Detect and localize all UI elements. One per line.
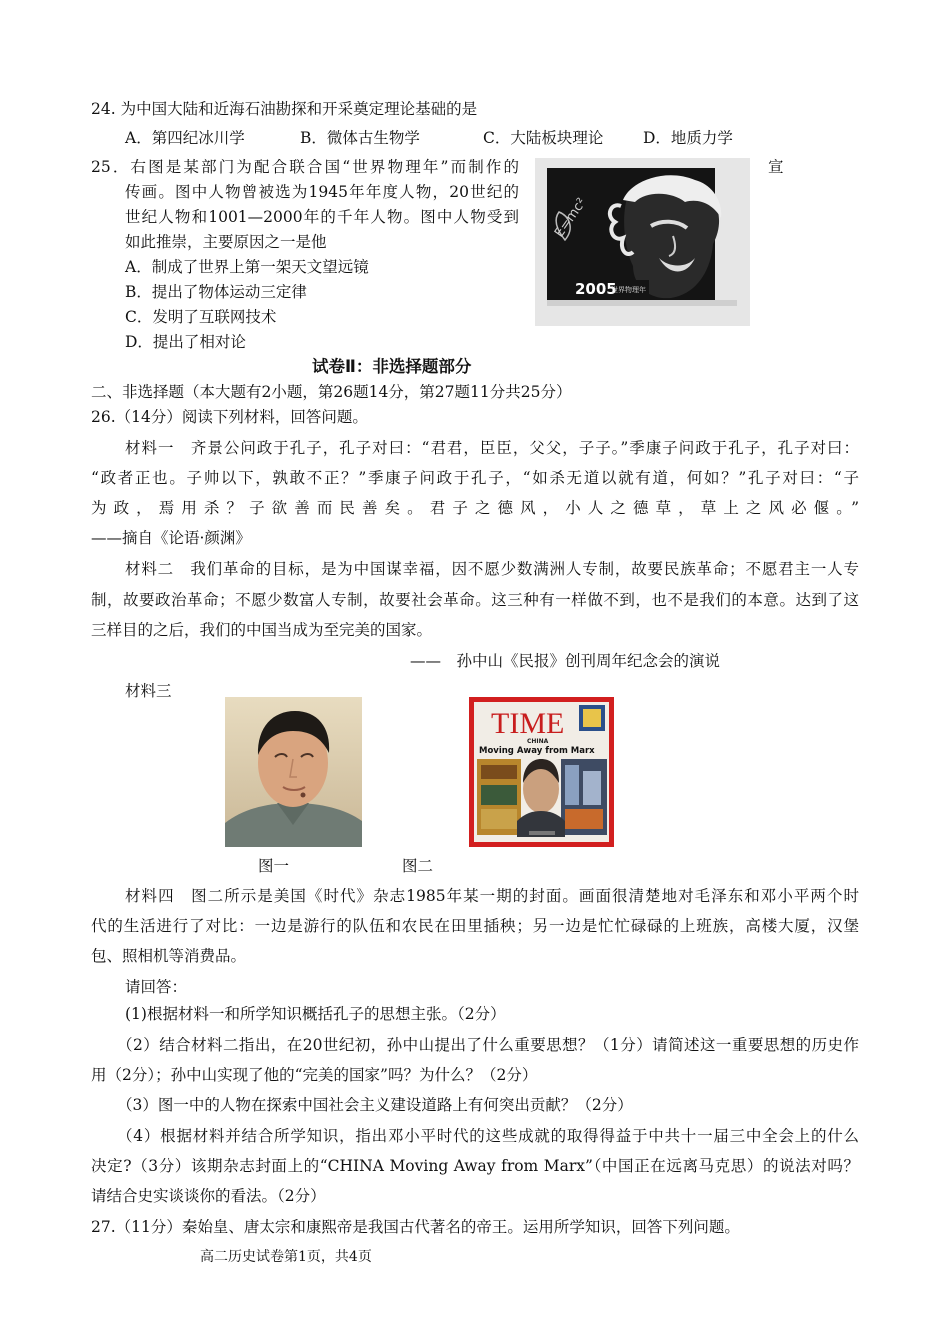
q24-option-c: C．大陆板块理论: [483, 129, 604, 147]
q26-question-4-line1: （4）根据材料并结合所学知识，指出邓小平时代的这些成就的取得得益于中共十一届三中全会上的什么: [117, 1127, 859, 1145]
q25-option-c: C．发明了互联网技术: [125, 308, 277, 326]
q26-question-2-line2: 用（2分）；孙中山实现了他的“完美的国家”吗？为什么？（2分）: [91, 1066, 538, 1084]
q26-question-4-line2: 决定?（3分）该期杂志封面上的“CHINA Moving Away from Marx”（中国正在远离马克思）的说法对吗？: [91, 1157, 859, 1175]
q25-option-b: B．提出了物体运动三定律: [125, 283, 307, 301]
part2-title: 试卷Ⅱ：非选择题部分: [312, 357, 472, 376]
q26-material3-label: 材料三: [125, 682, 172, 700]
q27-header: 27.（11分）秦始皇、唐太宗和康熙帝是我国古代著名的帝王。运用所学知识，回答下列问题。: [91, 1218, 740, 1236]
q26-material4-line2: 代的生活进行了对比：一边是游行的队伍和农民在田里插秧；另一边是忙忙碌碌的上班族，高楼大厦，汉堡: [91, 917, 859, 935]
q26-ask: 请回答：: [125, 978, 188, 996]
q25-line-3: 世纪人物和1001—2000年的千年人物。图中人物受到: [125, 208, 519, 226]
q26-question-2-line1: （2）结合材料二指出，在20世纪初，孙中山提出了什么重要思想？（1分）请简述这一重要思想的历史作: [117, 1036, 859, 1054]
poster-formula: E=mc²: [551, 195, 590, 241]
q26-material2-line3: 三样目的之后，我们的中国当成为至完美的国家。: [91, 621, 433, 639]
part2-intro: 二、非选择题（本大题有2小题，第26题14分，第27题11分共25分）: [91, 383, 572, 401]
figure1-portrait-image: [225, 697, 362, 847]
q26-material1-source: ——摘自《论语·颜渊》: [91, 529, 251, 547]
q24-option-d: D．地质力学: [643, 129, 733, 147]
q26-material1-line3: 为政，焉用杀？子欲善而民善矣。君子之德风，小人之德草，草上之风必偃。”: [91, 499, 859, 517]
einstein-poster-image: [535, 158, 750, 326]
q25-option-d: D．提出了相对论: [125, 333, 246, 351]
magazine-masthead: TIME: [491, 707, 565, 740]
portrait-icon: [225, 697, 362, 847]
q26-question-4-line3: 请结合史实谈谈你的看法。（2分）: [91, 1187, 326, 1205]
q24-option-a: A．第四纪冰川学: [125, 129, 245, 147]
q24-option-b: B．微体古生物学: [300, 129, 420, 147]
q26-question-3: （3）图一中的人物在探索中国社会主义建设道路上有何突出贡献？（2分）: [117, 1096, 633, 1114]
q26-material2-line1: 材料二 我们革命的目标，是为中国谋幸福，因不愿少数满洲人专制，故要民族革命；不愿君主一人专: [125, 560, 859, 578]
q26-material2-source: —— 孙中山《民报》创刊周年纪念会的演说: [410, 652, 721, 670]
q25-line-1: 25．右图是某部门为配合联合国“世界物理年”而制作的: [91, 158, 519, 176]
magazine-cover-icon: [469, 697, 614, 847]
q25-option-a: A．制成了世界上第一架天文望远镜: [125, 258, 369, 276]
figure1-caption: 图一: [258, 857, 290, 875]
figure2-caption: 图二: [402, 857, 434, 875]
poster-year: 2005: [575, 280, 617, 298]
q26-material4-line1: 材料四 图二所示是美国《时代》杂志1985年某一期的封面。画面很清楚地对毛泽东和邓小平两个时: [125, 887, 859, 905]
q24-stem: 24. 为中国大陆和近海石油勘探和开采奠定理论基础的是: [91, 100, 478, 118]
q26-question-1: (1)根据材料一和所学知识概括孔子的思想主张。（2分）: [125, 1005, 506, 1023]
poster-caption: 世界物理年: [611, 286, 646, 294]
q25-line-2: 传画。图中人物曾被选为1945年年度人物，20世纪的: [125, 183, 519, 201]
q26-header: 26.（14分）阅读下列材料，回答问题。: [91, 408, 368, 426]
einstein-portrait-icon: [535, 158, 750, 326]
q25-line-1-tail: 宣: [768, 158, 784, 176]
q26-material1-line1: 材料一 齐景公问政于孔子，孔子对曰：“君君，臣臣，父父，子子。”季康子问政于孔子，孔子对曰：: [125, 439, 859, 457]
figure2-magazine-cover-image: [469, 697, 614, 847]
page-footer: 高二历史试卷第1页，共4页: [200, 1249, 372, 1265]
q26-material1-line2: “政者正也。子帅以下，孰敢不正？”季康子问政于孔子，“如杀无道以就有道，何如？”孔子对曰：“子: [91, 469, 859, 487]
q26-material4-line3: 包、照相机等消费品。: [91, 947, 247, 965]
magazine-kicker: CHINA: [527, 738, 549, 745]
q26-material2-line2: 制，故要政治革命；不愿少数富人专制，故要社会革命。这三种有一样做不到，也不是我们的本意。达到了这: [91, 591, 859, 609]
q25-line-4: 如此推崇，主要原因之一是他: [125, 233, 327, 251]
magazine-headline: Moving Away from Marx: [479, 746, 595, 756]
